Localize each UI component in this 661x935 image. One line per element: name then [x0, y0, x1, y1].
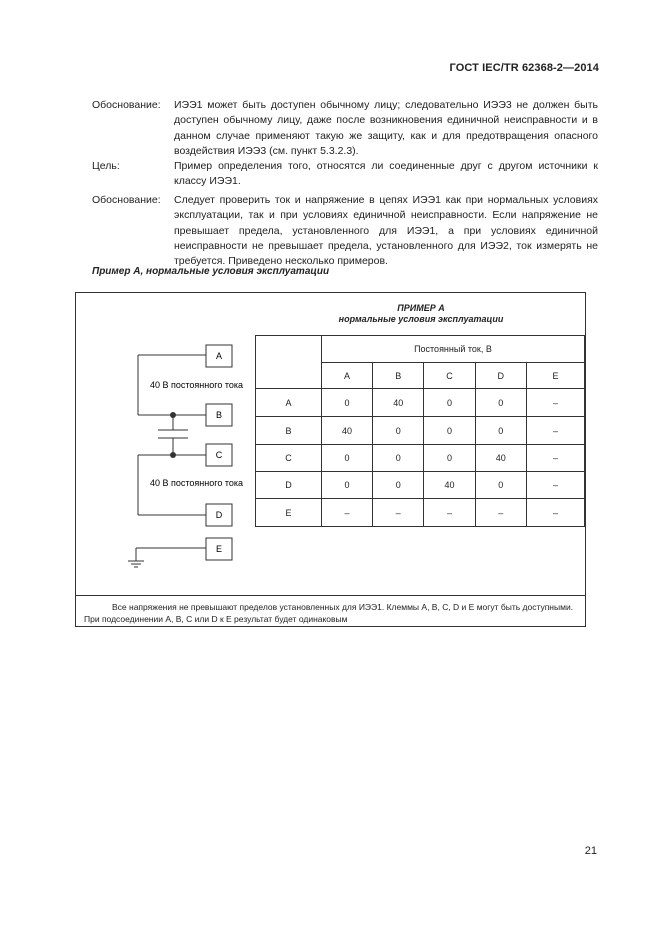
table-cell: – [373, 499, 424, 527]
table-cell: 40 [373, 389, 424, 417]
paragraph-justification-2 [92, 193, 598, 269]
table-cell: 0 [475, 417, 526, 445]
source-label: 40 В постоянного тока [150, 478, 243, 488]
table-cell: 0 [424, 417, 475, 445]
terminal-label: C [215, 450, 223, 460]
source-label: 40 В постоянного тока [150, 380, 243, 390]
paragraph-label: Обоснование: [92, 194, 161, 206]
table-corner-cell [256, 336, 322, 389]
terminal-label: E [215, 544, 223, 554]
figure-divider [76, 595, 585, 596]
table-title-line1: ПРИМЕР А [397, 303, 445, 313]
table-row [256, 499, 585, 527]
row-header: D [256, 472, 322, 499]
figure-note: Все напряжения не превышают пределов установленных для ИЭЭ1. Клеммы А, В, С, D и Е могут быть доступными. При подсоединении А, В, С или D к Е результат будет одинаковым [84, 602, 574, 624]
table-title-line2: нормальные условия эксплуатации [338, 314, 504, 324]
table-cell: 0 [373, 472, 424, 499]
figure-example-a [75, 292, 586, 627]
table-row [256, 472, 585, 499]
table-cell: 0 [475, 389, 526, 417]
table-cell: 0 [321, 472, 372, 499]
table-cell: 40 [475, 445, 526, 472]
terminal-label: A [215, 351, 223, 361]
column-header: A [321, 363, 372, 389]
table-cell: 0 [424, 445, 475, 472]
table-cell: – [424, 499, 475, 527]
circuit-diagram [76, 293, 256, 593]
voltage-table [255, 335, 585, 527]
paragraph-goal [92, 159, 598, 190]
table-cell: – [321, 499, 372, 527]
paragraph-label: Цель: [92, 160, 120, 172]
table-row [256, 389, 585, 417]
table-row [256, 445, 585, 472]
junction-dot [170, 412, 176, 418]
table-title [256, 303, 586, 325]
paragraph-justification-1 [92, 98, 598, 159]
junction-dot [170, 452, 176, 458]
table-cell: 40 [321, 417, 372, 445]
paragraph-label: Обоснование: [92, 99, 161, 111]
table-row [256, 417, 585, 445]
paragraph-text: ИЭЭ1 может быть доступен обычному лицу; следовательно ИЭЭ3 не должен быть доступен обычному лицу, даже после возникновения единичной неисправности и в данном случае применяют такую же защиту, как и для предотвращения опасного воздействия ИЭЭ3 (см. пункт 5.3.2.3). [174, 99, 598, 157]
table-cell: – [475, 499, 526, 527]
terminal-label: B [215, 410, 223, 420]
figure-caption: Пример А, нормальные условия эксплуатации [92, 266, 330, 277]
table-cell: – [526, 445, 584, 472]
column-header: B [373, 363, 424, 389]
row-header: A [256, 389, 322, 417]
column-header: C [424, 363, 475, 389]
column-header: D [475, 363, 526, 389]
table-cell: – [526, 472, 584, 499]
table-cell: 40 [424, 472, 475, 499]
page-number: 21 [584, 845, 597, 857]
row-header: B [256, 417, 322, 445]
paragraph-text: Пример определения того, относятся ли соединенные друг с другом источники к классу ИЭЭ1. [174, 160, 598, 188]
table-cell: 0 [321, 445, 372, 472]
table-cell: 0 [373, 445, 424, 472]
document-header: ГОСТ IEC/TR 62368-2—2014 [449, 62, 599, 74]
table-cell: 0 [321, 389, 372, 417]
row-header: C [256, 445, 322, 472]
table-cell: 0 [373, 417, 424, 445]
table-cell: 0 [424, 389, 475, 417]
paragraph-text: Следует проверить ток и напряжение в цепях ИЭЭ1 как при нормальных условиях эксплуатации, так и при условиях единичной неисправности. Если напряжение не превышает предела, установленного для ИЭЭ1, а при условиях единичной неисправности не превышает предела, установленного для ИЭЭ2, ток измерять не требуется. Приведено несколько примеров. [174, 194, 598, 268]
table-cell: – [526, 499, 584, 527]
dc-header: Постоянный ток, В [321, 336, 584, 363]
table-cell: – [526, 389, 584, 417]
table-cell: 0 [475, 472, 526, 499]
column-header: E [526, 363, 584, 389]
terminal-label: D [215, 510, 223, 520]
row-header: E [256, 499, 322, 527]
table-cell: – [526, 417, 584, 445]
